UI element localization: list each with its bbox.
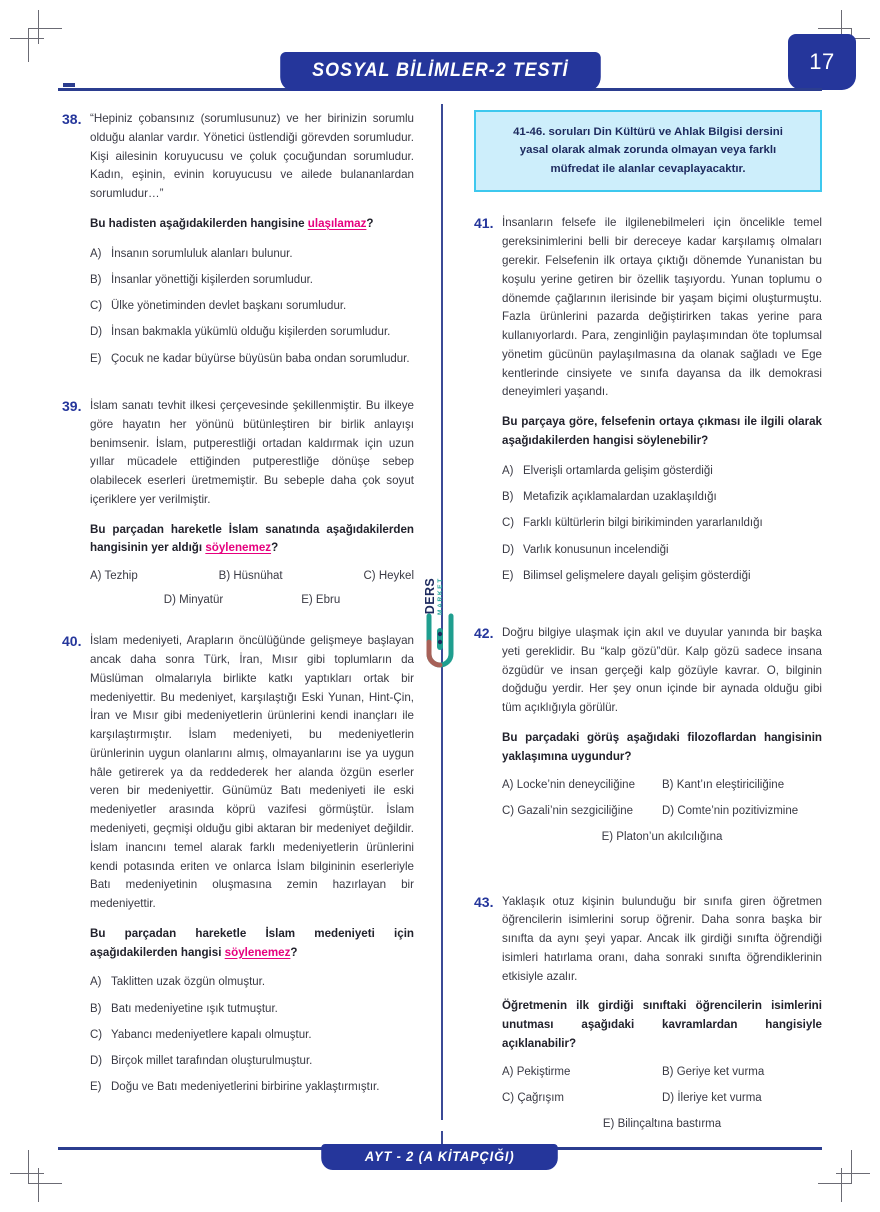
option-key: A) [502, 1065, 514, 1078]
option-text: İnsanlar yönettiği kişilerden sorumludur. [111, 273, 313, 286]
option-a[interactable] [502, 463, 822, 480]
option-b[interactable] [662, 779, 822, 791]
option-a[interactable] [90, 570, 138, 582]
option-key: E) [502, 569, 514, 582]
logo-secondary-text: MARKET [436, 577, 444, 615]
option-text: Varlık konusunun incelendiği [523, 543, 669, 556]
option-text: Pekiştirme [516, 1065, 571, 1078]
prompt-pre: Bu hadisten aşağıdakilerden hangisine [90, 216, 308, 230]
option-text: Locke’nin deneyciliğine [516, 778, 635, 791]
question-passage: Yaklaşık otuz kişinin bulunduğu bir sınıfa giren öğretmen öğrencilerin isimlerini sorup öğrenir. Daha sonra başka bir sınıfta da aynı şeyi yapar. Ancak ilk girdiği sınıfta öğrendiği isimleri hatırlama oranı, daha sonraki sınıfta öğrendiklerinin etkisiyle azalır. [502, 894, 822, 983]
option-key: C) [502, 804, 515, 817]
crop-mark-bottom-right [818, 1183, 852, 1184]
notice-line-2: yasal olarak almak zorunda olmayan veya farklı [519, 144, 777, 157]
crop-mark-bottom-left [28, 1183, 62, 1184]
header-dash [63, 83, 75, 87]
crop-mark-bottom-right [841, 1168, 842, 1202]
option-key: A) [90, 247, 102, 260]
prompt-highlight: ulaşılamaz [307, 216, 367, 230]
option-d[interactable] [502, 542, 822, 559]
answer-options [502, 779, 822, 817]
option-text: Ebru [315, 594, 341, 607]
option-key: E) [601, 830, 614, 843]
option-key: A) [90, 976, 102, 989]
answer-options [90, 246, 414, 368]
footer-banner [0, 1144, 880, 1170]
option-d[interactable] [90, 324, 414, 341]
question-body [502, 214, 822, 594]
option-key: E) [301, 594, 313, 607]
option-key: D) [662, 804, 675, 817]
option-key: C) [90, 1028, 103, 1041]
option-key: B) [90, 273, 102, 286]
crop-mark-top-left [28, 28, 29, 62]
option-text: Ülke yönetiminden devlet başkanı sorumludur. [111, 300, 347, 313]
question-number: 42. [474, 625, 494, 642]
option-c[interactable] [502, 1092, 662, 1104]
option-d[interactable] [662, 1092, 822, 1104]
right-column [442, 104, 822, 1130]
answer-options [502, 463, 822, 585]
question-prompt: Bu parçadaki görüş aşağıdaki filozoflardan hangisinin yaklaşımına uygundur? [502, 730, 822, 763]
option-b[interactable] [502, 489, 822, 506]
option-text: Doğu ve Batı medeniyetlerini birbirine yaklaştırmıştır. [111, 1081, 380, 1094]
option-b[interactable] [662, 1066, 822, 1078]
crop-mark-bottom-left [38, 1168, 39, 1202]
option-a[interactable] [502, 779, 662, 791]
option-a[interactable] [90, 974, 414, 991]
crop-mark-top-right [818, 28, 852, 29]
prompt-highlight: söylenemez [205, 541, 272, 555]
option-text: İnsanın sorumluluk alanları bulunur. [111, 247, 293, 260]
option-key: B) [218, 570, 231, 583]
question-prompt [90, 925, 414, 963]
option-key: D) [90, 1055, 103, 1068]
option-key: E) [90, 352, 102, 365]
option-e[interactable] [90, 1079, 414, 1096]
option-key: C) [502, 1091, 515, 1104]
option-key: B) [662, 1065, 674, 1078]
question-passage: İnsanların felsefe ile ilgilenebilmeleri için öncelikle temel gereksinimlerini belli bir dereceye kadar karşılamış olmaları gerekir. Felsefenin ilk ortaya çıktığı dönemde Yunanistan bu koşulu yerine getiren bir özellik taşıyordu. Yunan toplumu o dönemde çağlarının ilerisinde bir yaşam biçimi oluşturmuştu. Fazla ürünlerini pazarda değiştirirken takas yerine para kullanıyorlardı. Para, zenginliğin paylaşımından öte toplumsal yönetim gücünün paylaşılmasına da olanak sağladı ve Ege kentlerinde cinsiyete ve sınıfa dayansa da ilk demokrasi deneyimleri yaşandı. [502, 216, 822, 399]
option-text: Çocuk ne kadar büyürse büyüsün baba ondan sorumludur. [111, 352, 410, 365]
option-b[interactable] [90, 272, 414, 289]
option-text: Geriye ket vurma [676, 1065, 765, 1078]
option-text: Çağrışım [517, 1091, 564, 1104]
option-c[interactable] [90, 298, 414, 315]
question-prompt [90, 521, 414, 559]
option-text: Platon’un akılcılığına [616, 830, 723, 843]
test-title-banner [0, 52, 880, 91]
question-body [90, 632, 414, 1106]
question-prompt: Bu parçaya göre, felsefenin ortaya çıkması ile ilgili olarak aşağıdakilerden hangisi söylenebilir? [502, 415, 822, 447]
option-key: C) [502, 517, 515, 530]
logo-primary-text: DERS [422, 577, 437, 615]
option-b[interactable] [90, 1001, 414, 1018]
question-41 [474, 214, 822, 594]
option-e[interactable] [301, 594, 340, 606]
prompt-pre: Bu parçadan hareketle İslam sanatında aşağıdakilerden hangisinin yer aldığı [90, 522, 414, 555]
option-c[interactable] [364, 570, 415, 582]
option-key: B) [662, 778, 674, 791]
prompt-pre: Bu parçadan hareketle İslam medeniyeti için aşağıdakilerden hangisi [90, 926, 414, 959]
question-prompt: Öğretmenin ilk girdiği sınıftaki öğrencilerin isimlerini unutması aşağıdaki kavramlardan hangisiyle açıklanabilir? [502, 999, 822, 1050]
question-number: 38. [62, 111, 82, 127]
question-number: 40. [62, 633, 82, 650]
answer-options [90, 974, 414, 1096]
option-key: D) [502, 543, 515, 556]
page-number-badge: 17 [788, 34, 856, 90]
question-passage: Doğru bilgiye ulaşmak için akıl ve duyular yanında bir başka yeti gereklidir. Bu “kalp gözü”dür. Kalp gözü sadece insana özgüdür ve insan gerçeği kalp gözüyle kavrar. O, bilginin doğduğu yerdir. Her şey onun içinde bir aynada olduğu gibi tüm açıklığıyla görülür. [502, 626, 822, 715]
question-passage: İslam medeniyeti, Arapların öncülüğünde gelişmeye başlayan ancak daha sonra Türk, İran, Mısır gibi toplumların da Müslüman olmalarıyla birlikte katkı yaptıkları ortak bir medeniyettir. Bu medeniyet, karşılaştığı Eski Yunan, Hint-Çin, İran ve Mısır gibi medeniyetlerin ürünlerini kendi inançları ile karşılaştırmıştır. İslam medeniyeti, bu medeniyetlerin ürünlerinin uygun olanlarını almış, olmayanlarını ise ya uygun hâle getirerek ya da reddederek her alanda özgün eserler veren bir medeniyettir. Günümüz Batı medeniyeti ile eski medeniyetler arasında köprü vazifesi görmüştür. İslam medeniyeti, geçmişi olduğu gibi aktaran bir medeniyet değildir. İslam inancını temel alarak farklı medeniyetlerin ürünlerini kendi potasında eriten ve onlarca İslam bilgininin eserleriyle Batı medeniyetinin oluşmasına zemin hazırlayan bir medeniyettir. [90, 634, 414, 911]
option-c[interactable] [502, 515, 822, 532]
option-key: A) [90, 570, 102, 583]
option-text: Birçok millet tarafından oluşturulmuştur. [111, 1055, 313, 1068]
question-body [90, 397, 414, 606]
option-text: Elverişli ortamlarda gelişim gösterdiği [523, 464, 713, 477]
option-text: Minyatür [179, 594, 224, 607]
question-body [502, 624, 822, 842]
option-d[interactable] [90, 1053, 414, 1070]
prompt-post: ? [290, 945, 298, 959]
option-text: Bilimsel gelişmelere dayalı gelişim gösterdiği [523, 569, 751, 582]
option-key: C) [363, 570, 376, 583]
question-number: 39. [62, 397, 82, 414]
footer-label: AYT - 2 (A KİTAPÇIĞI) [322, 1144, 559, 1170]
option-b[interactable] [219, 570, 283, 582]
option-key: A) [502, 464, 514, 477]
crop-mark-top-left [38, 10, 39, 44]
question-number: 41. [474, 215, 494, 232]
option-key: A) [502, 778, 514, 791]
prompt-post: ? [271, 541, 279, 555]
option-key: C) [90, 300, 103, 313]
option-e[interactable] [502, 568, 822, 585]
option-text: İleriye ket vurma [677, 1091, 762, 1104]
option-text: Tezhip [104, 570, 138, 583]
question-38 [62, 110, 414, 377]
option-e[interactable] [90, 351, 414, 368]
option-d[interactable] [164, 594, 223, 606]
option-text: Comte’nin pozitivizmine [677, 804, 799, 817]
option-key: E) [90, 1081, 102, 1094]
header-rule [58, 88, 822, 91]
option-d[interactable] [662, 805, 822, 817]
option-text: Heykel [378, 570, 414, 583]
option-key: D) [662, 1091, 675, 1104]
prompt-highlight: söylenemez [224, 945, 291, 959]
option-e[interactable] [502, 1118, 822, 1130]
option-text: Yabancı medeniyetlere kapalı olmuştur. [111, 1028, 312, 1041]
test-title-label: SOSYAL BİLİMLER-2 TESTİ [280, 52, 600, 91]
option-text: Gazali’nin sezgiciliğine [517, 804, 634, 817]
answer-options-row-2 [90, 594, 414, 606]
option-text: Metafizik açıklamalardan uzaklaşıldığı [523, 491, 717, 504]
option-a[interactable] [90, 246, 414, 263]
option-text: Kant’ın eleştiriciliğine [676, 778, 785, 791]
option-key: D) [163, 594, 176, 607]
prompt-post: ? [366, 216, 374, 230]
option-key: B) [90, 1002, 102, 1015]
question-body [90, 110, 414, 377]
option-text: Hüsnühat [233, 570, 283, 583]
question-passage: İslam sanatı tevhit ilkesi çerçevesinde şekillenmiştir. Bu ilkeye göre hayatın her yönünü bütünleştiren bir birlik anlayışı benimsenir. İslam, putperestliği ortadan kaldırmak için uzun yıllar mücadele ettiğinden putperestliğe dönüşe sebep olabilecek eserleri üretmemiştir. Bu sebeple daha çok soyut içeriklere yer verilmiştir. [90, 398, 414, 506]
section-notice-box [474, 110, 822, 192]
answer-options [502, 1066, 822, 1104]
option-c[interactable] [502, 805, 662, 817]
option-text: Farklı kültürlerin bilgi birikiminden yararlanıldığı [523, 517, 763, 530]
option-c[interactable] [90, 1027, 414, 1044]
question-42 [474, 624, 822, 842]
option-key: B) [502, 491, 514, 504]
crop-mark-top-left [28, 28, 62, 29]
option-key: D) [90, 326, 103, 339]
option-a[interactable] [502, 1066, 662, 1078]
question-body [502, 893, 822, 1130]
option-text: Bilinçaltına bastırma [617, 1117, 722, 1130]
question-number: 43. [474, 893, 494, 910]
option-text: Batı medeniyetine ışık tutmuştur. [111, 1002, 278, 1015]
option-e[interactable] [502, 831, 822, 843]
answer-options-row-1 [90, 570, 414, 582]
question-40 [62, 632, 414, 1106]
question-43 [474, 893, 822, 1130]
notice-line-3: müfredat ile alanlar cevaplayacaktır. [550, 162, 746, 175]
option-text: İnsan bakmakla yükümlü olduğu kişilerden sorumludur. [111, 326, 391, 339]
option-key: E) [602, 1117, 615, 1130]
page-columns [62, 104, 822, 1130]
option-text: Taklitten uzak özgün olmuştur. [111, 976, 266, 989]
question-39 [62, 397, 414, 606]
left-column [62, 104, 442, 1116]
notice-line-1: 41-46. soruları Din Kültürü ve Ahlak Bilgisi dersini [513, 126, 783, 138]
question-passage: “Hepiniz çobansınız (sorumlusunuz) ve her birinizin sorumlu olduğu alanlar vardır. Yönetici üstlendiği görevden sorumludur. Kişi ailesinin koruyucusu ve çoluk çocuğundan sorumludur. Kadın, eşinin, evinin koruyucusu ve ailede bulananlardan sorumludur…” [90, 112, 414, 201]
question-prompt [90, 215, 414, 234]
